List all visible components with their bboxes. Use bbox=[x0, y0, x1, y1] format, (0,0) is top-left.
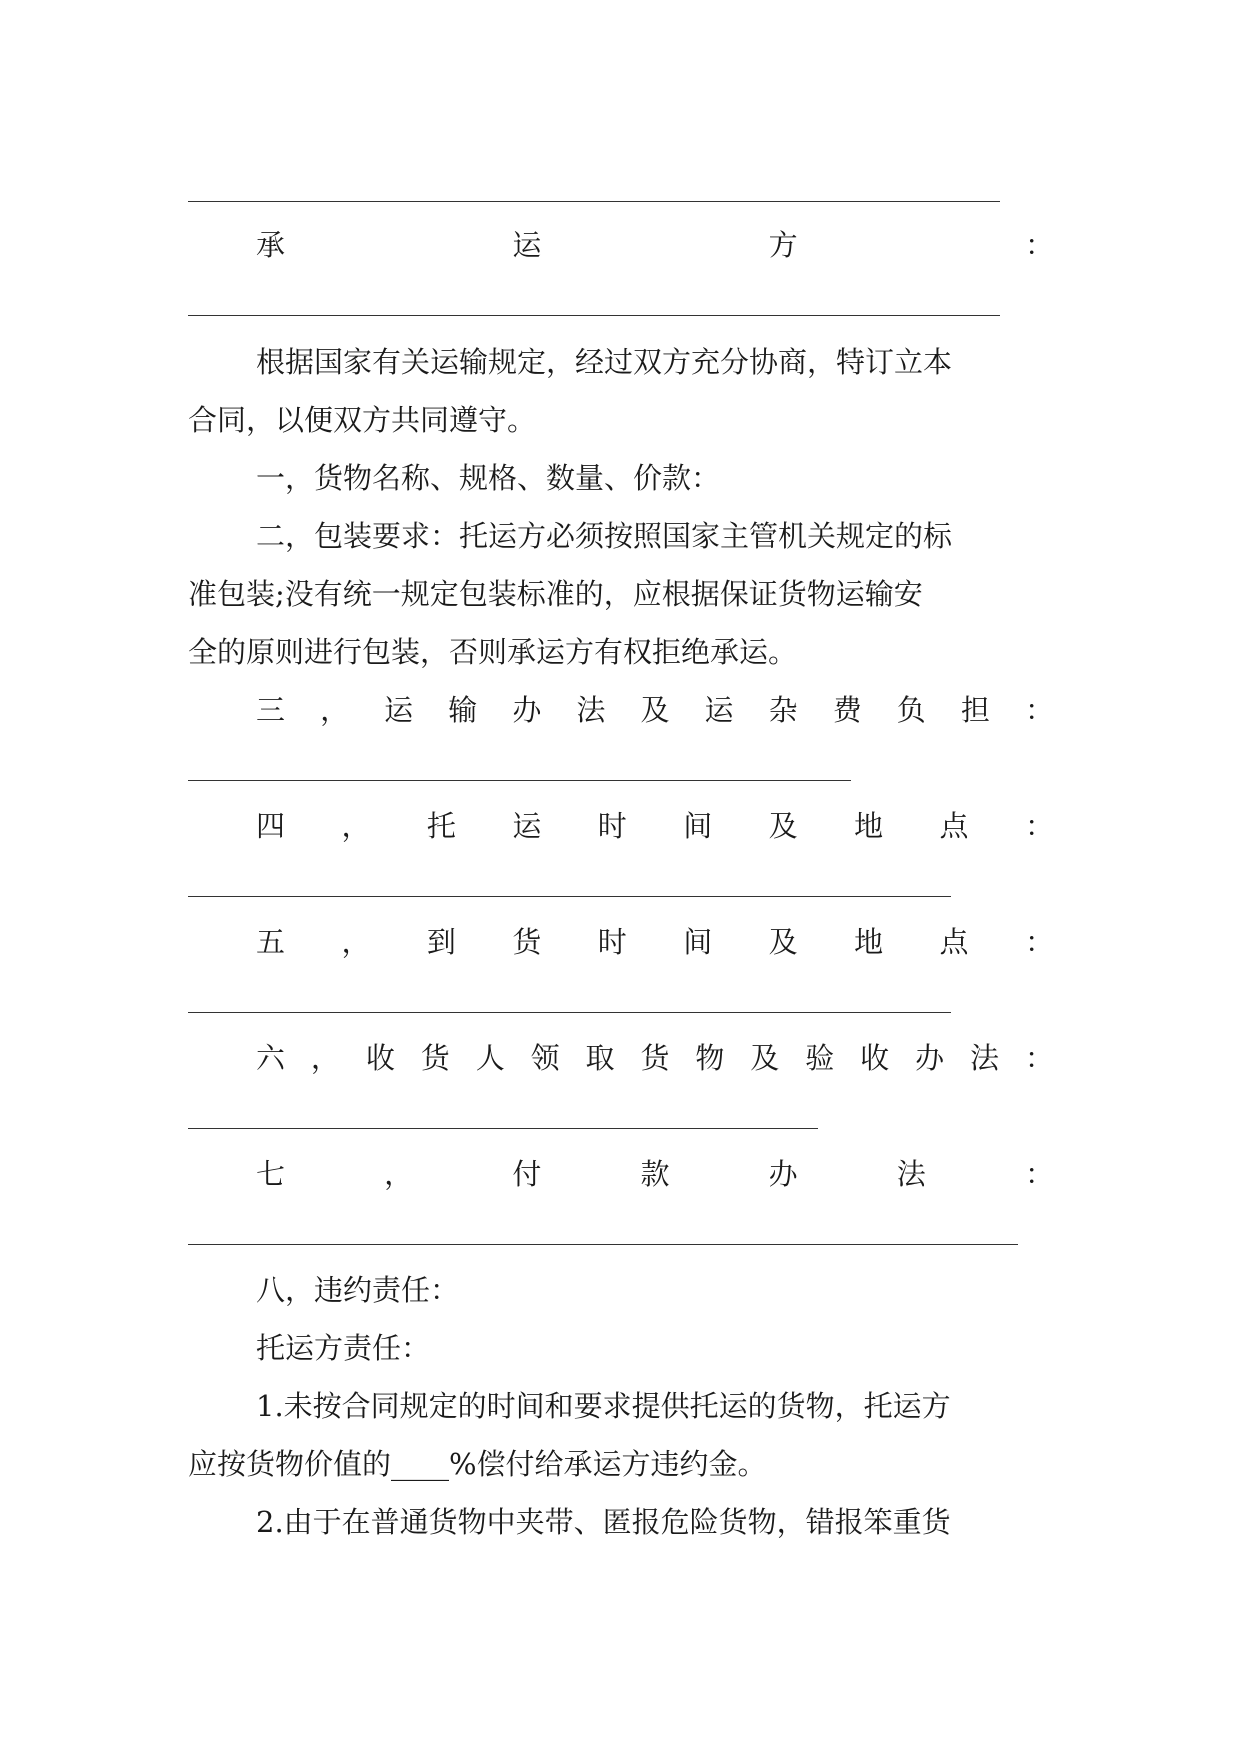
clause-7: 七 ， 付 款 办 法 ： bbox=[256, 1157, 1054, 1191]
clause-8: 八，违约责任： bbox=[256, 1273, 460, 1307]
fill-in-line-carrier bbox=[188, 315, 1000, 316]
fill-in-line-top bbox=[188, 201, 1000, 202]
item-2-line-1: 2.由于在普通货物中夹带、匿报危险货物，错报笨重货 bbox=[256, 1505, 951, 1539]
clause-3: 三 ， 运 输 办 法 及 运 杂 费 负 担 ： bbox=[256, 693, 1054, 727]
fill-in-line-clause-7 bbox=[188, 1244, 1018, 1245]
intro-line-2: 合同，以便双方共同遵守。 bbox=[188, 403, 537, 437]
clause-4: 四 ， 托 运 时 间 及 地 点 ： bbox=[256, 809, 1054, 843]
item-1-line-2: 应按货物价值的____%偿付给承运方违约金。 bbox=[188, 1447, 767, 1481]
item-1-line-1: 1.未按合同规定的时间和要求提供托运的货物，托运方 bbox=[256, 1389, 951, 1423]
fill-in-line-clause-5 bbox=[188, 1012, 951, 1013]
intro-line-1: 根据国家有关运输规定，经过双方充分协商，特订立本 bbox=[256, 345, 953, 379]
fill-in-line-clause-3 bbox=[188, 780, 851, 781]
clause-1: 一，货物名称、规格、数量、价款： bbox=[256, 461, 721, 495]
clause-6: 六 ， 收 货 人 领 取 货 物 及 验 收 办 法 ： bbox=[256, 1041, 1054, 1075]
fill-in-line-clause-6 bbox=[188, 1128, 818, 1129]
carrier-label: 承 运 方 ： bbox=[256, 228, 1054, 262]
fill-in-line-clause-4 bbox=[188, 896, 951, 897]
shipper-responsibility-heading: 托运方责任： bbox=[256, 1331, 431, 1365]
clause-5: 五 ， 到 货 时 间 及 地 点 ： bbox=[256, 925, 1054, 959]
clause-2-line-3: 全的原则进行包装，否则承运方有权拒绝承运。 bbox=[188, 635, 798, 669]
clause-2-line-2: 准包装;没有统一规定包装标准的，应根据保证货物运输安 bbox=[188, 577, 923, 611]
clause-2-line-1: 二，包装要求：托运方必须按照国家主管机关规定的标 bbox=[256, 519, 953, 553]
